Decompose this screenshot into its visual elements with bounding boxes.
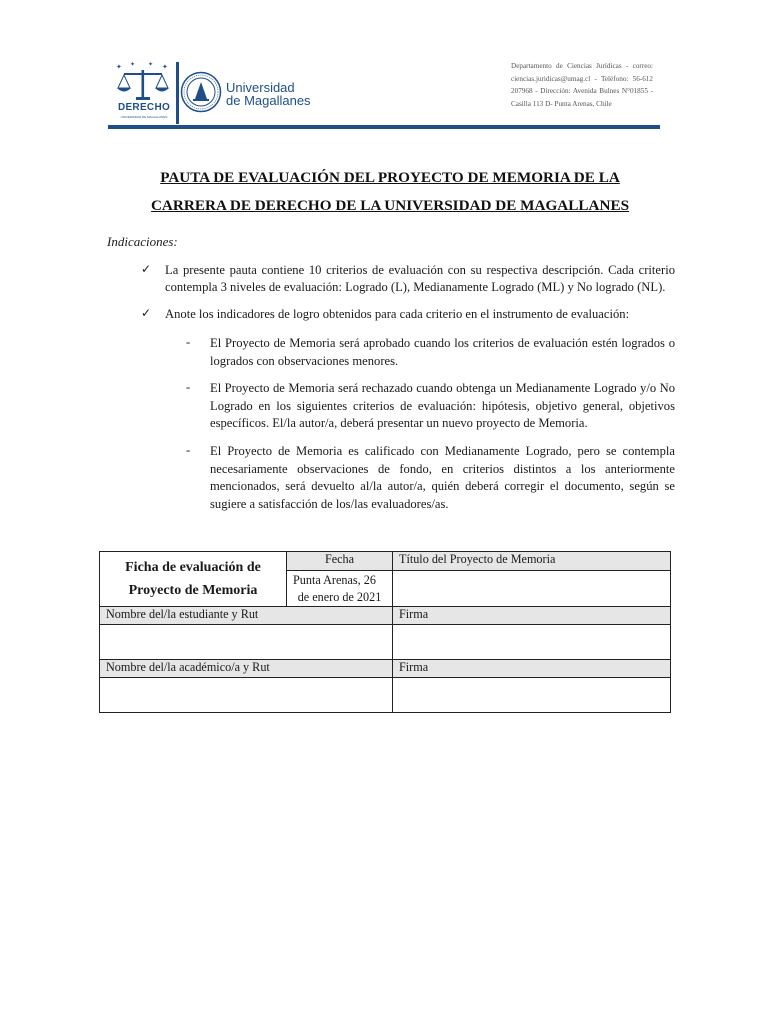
letterhead xyxy=(0,0,768,140)
fecha-label: Fecha xyxy=(287,552,393,571)
header-divider xyxy=(176,62,179,124)
academico-value[interactable] xyxy=(100,678,393,713)
titulo-value[interactable] xyxy=(393,571,671,607)
sub-item: El Proyecto de Memoria es calificado con Medianamente Logrado, pero se contempla necesariamente observaciones de fondo, en criterios distintos a los anteriormente mencionados, será devuelto al/la autor/a, quién deberá corregir el documento, según se sugiere a satisfacción de los/las evaluadores/as. xyxy=(210,444,675,511)
faculty-logo-subtext: UNIVERSIDAD DE MAGALLANES xyxy=(120,115,168,119)
titulo-label: Título del Proyecto de Memoria xyxy=(393,552,671,571)
firma-label-academico: Firma xyxy=(393,660,671,678)
dash-marker: - xyxy=(186,380,191,394)
firma-academico-value[interactable] xyxy=(393,678,671,713)
svg-text:✦: ✦ xyxy=(162,63,168,71)
university-name-line2: de Magallanes xyxy=(226,93,311,108)
firma-label-estudiante: Firma xyxy=(393,607,671,625)
dash-marker: - xyxy=(186,335,191,349)
svg-text:✦: ✦ xyxy=(130,61,136,68)
title-line-2: CARRERA DE DERECHO DE LA UNIVERSIDAD DE MAGALLANES xyxy=(150,197,630,214)
bullet-item: La presente pauta contiene 10 criterios de evaluación con su respectiva descripción. Cada criterio contempla 3 niveles de evaluación: Logrado (L), Medianamente Logrado (ML) y No logrado (NL). xyxy=(165,263,675,294)
university-name-line1: Universidad xyxy=(226,80,295,95)
title-line-1: PAUTA DE EVALUACIÓN DEL PROYECTO DE MEMORIA DE LA xyxy=(160,169,620,186)
document-title xyxy=(100,164,680,220)
svg-text:✦: ✦ xyxy=(148,61,154,68)
svg-text:✦: ✦ xyxy=(116,63,122,71)
header-rule xyxy=(108,125,660,129)
university-seal-icon xyxy=(180,71,222,113)
dash-marker: - xyxy=(186,443,191,457)
fecha-value xyxy=(287,571,393,607)
ficha-title xyxy=(100,552,287,607)
academico-label: Nombre del/la académico/a y Rut xyxy=(100,660,393,678)
sub-item: El Proyecto de Memoria será rechazado cuando obtenga un Medianamente Logrado y/o No Logrado en los siguientes criterios de evaluación: hipótesis, objetivo general, objetivos específicos. El/la autor/a, deberá presentar un nuevo proyecto de Memoria. xyxy=(210,381,675,431)
check-icon: ✓ xyxy=(141,262,152,276)
fecha-value-line2: de enero de 2021 xyxy=(297,590,382,604)
sub-item: El Proyecto de Memoria será aprobado cuando los criterios de evaluación estén logrados o logrados con observaciones menores. xyxy=(210,336,675,368)
firma-estudiante-value[interactable] xyxy=(393,625,671,660)
fecha-value-line1: Punta Arenas, 26 xyxy=(293,573,376,587)
estudiante-label: Nombre del/la estudiante y Rut xyxy=(100,607,393,625)
bullet-item: Anote los indicadores de logro obtenidos para cada criterio en el instrumento de evaluación: xyxy=(165,307,630,321)
check-icon: ✓ xyxy=(141,306,152,320)
indicaciones-label: Indicaciones: xyxy=(107,234,178,249)
faculty-logo-text: DERECHO xyxy=(117,102,171,113)
evaluation-form-table xyxy=(99,551,671,713)
university-name xyxy=(226,81,311,107)
ficha-title-line2: Proyecto de Memoria xyxy=(128,583,258,598)
estudiante-value[interactable] xyxy=(100,625,393,660)
contact-info: Departamento de Ciencias Jurídicas - correo: ciencias.juridicas@umag.cl - Teléfono: 56-612 207968 - Dirección: Avenida Bulnes N°01855 - Casilla 113 D- Punta Arenas, Chile xyxy=(511,62,653,108)
ficha-title-line1: Ficha de evaluación de xyxy=(125,560,261,575)
